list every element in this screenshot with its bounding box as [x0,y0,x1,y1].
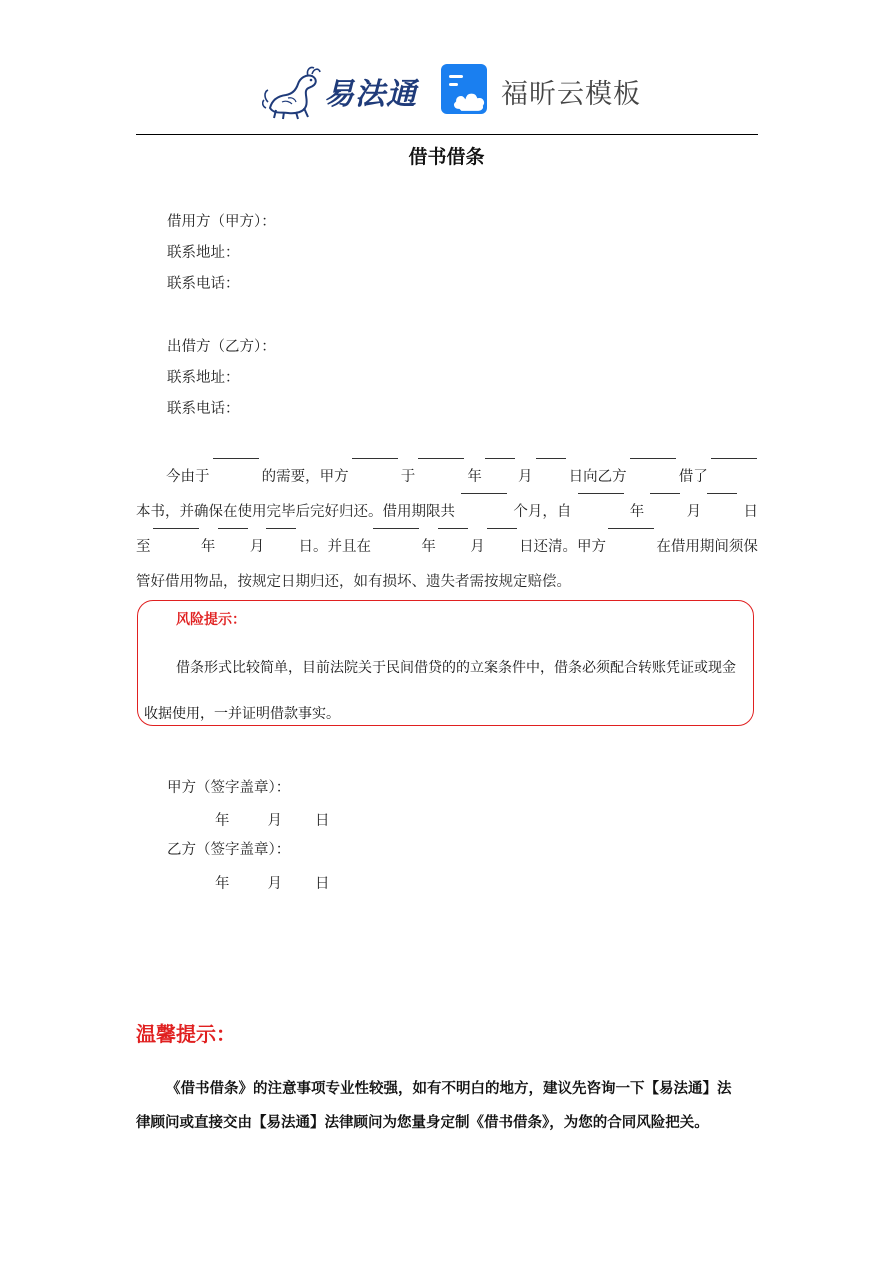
risk-notice-box [137,600,754,726]
page-header [262,60,641,122]
blank-field [438,527,468,529]
party-b-signature-date: 年 月 日 [215,876,330,892]
party-b-signature: 乙方（签字盖章）： [167,842,291,858]
party-b-address: 联系地址： [167,370,240,386]
blank-field [630,457,676,459]
party-a-address: 联系地址： [167,245,240,261]
party-b-phone: 联系电话： [167,401,240,417]
warm-tip-line-2: 律顾问或直接交由【易法通】法律顾问为您量身定制《借书借条》，为您的合同风险把关。 [136,1114,709,1131]
blank-field [153,527,199,529]
blank-field [218,527,248,529]
blank-field [418,457,464,459]
blank-field [352,457,398,459]
blank-field [485,457,515,459]
warm-tip-title: 温馨提示： [136,1022,236,1046]
foxit-cloud-template-logo [441,64,641,118]
document-title: 借书借条 [408,146,485,168]
cloud-document-icon [441,64,491,118]
qilin-icon [262,62,322,120]
risk-notice-text: 借条形式比较简单，目前法院关于民间借贷的的立案条件中，借条必须配合转账凭证或现金收据使用，一并证明借款事实。 [144,660,736,722]
body-line-1: 今由于 的需要，甲方 于 年 月 日向乙方 借了 [136,460,758,495]
header-divider [136,134,758,135]
blank-field [650,492,680,494]
risk-notice-title: 风险提示： [176,612,246,628]
party-a-signature-date: 年 月 日 [215,813,330,829]
yifatong-logo [262,62,417,120]
body-line-2: 本书，并确保在使用完毕后完好归还。借用期限共 个月，自 年 月 日 [136,495,758,530]
party-a-label: 借用方（甲方）： [167,214,276,230]
warm-tip-line-1: 《借书借条》的注意事项专业性较强，如有不明白的地方，建议先咨询一下【易法通】法 [166,1080,732,1097]
blank-field [536,457,566,459]
party-a-phone: 联系电话： [167,276,240,292]
blank-field [373,527,419,529]
agreement-body [136,460,758,600]
body-line-4: 管好借用物品，按规定日期归还，如有损坏、遗失者需按规定赔偿。 [136,574,571,590]
foxit-logo-text: 福昕云模板 [501,78,641,110]
warm-tip-text [136,1072,762,1140]
blank-field [487,527,517,529]
body-line-3: 至 年 月 日。并且在 年 月 日还清。甲方 在借用期间须保 [136,530,758,565]
blank-field [266,527,296,529]
blank-field [213,457,259,459]
yifatong-logo-text: 易法通 [324,77,417,112]
blank-field [707,492,737,494]
blank-field [608,527,654,529]
blank-field [711,457,757,459]
blank-field [461,492,507,494]
party-a-signature: 甲方（签字盖章）： [167,780,291,796]
party-b-label: 出借方（乙方）： [167,339,276,355]
blank-field [578,492,624,494]
